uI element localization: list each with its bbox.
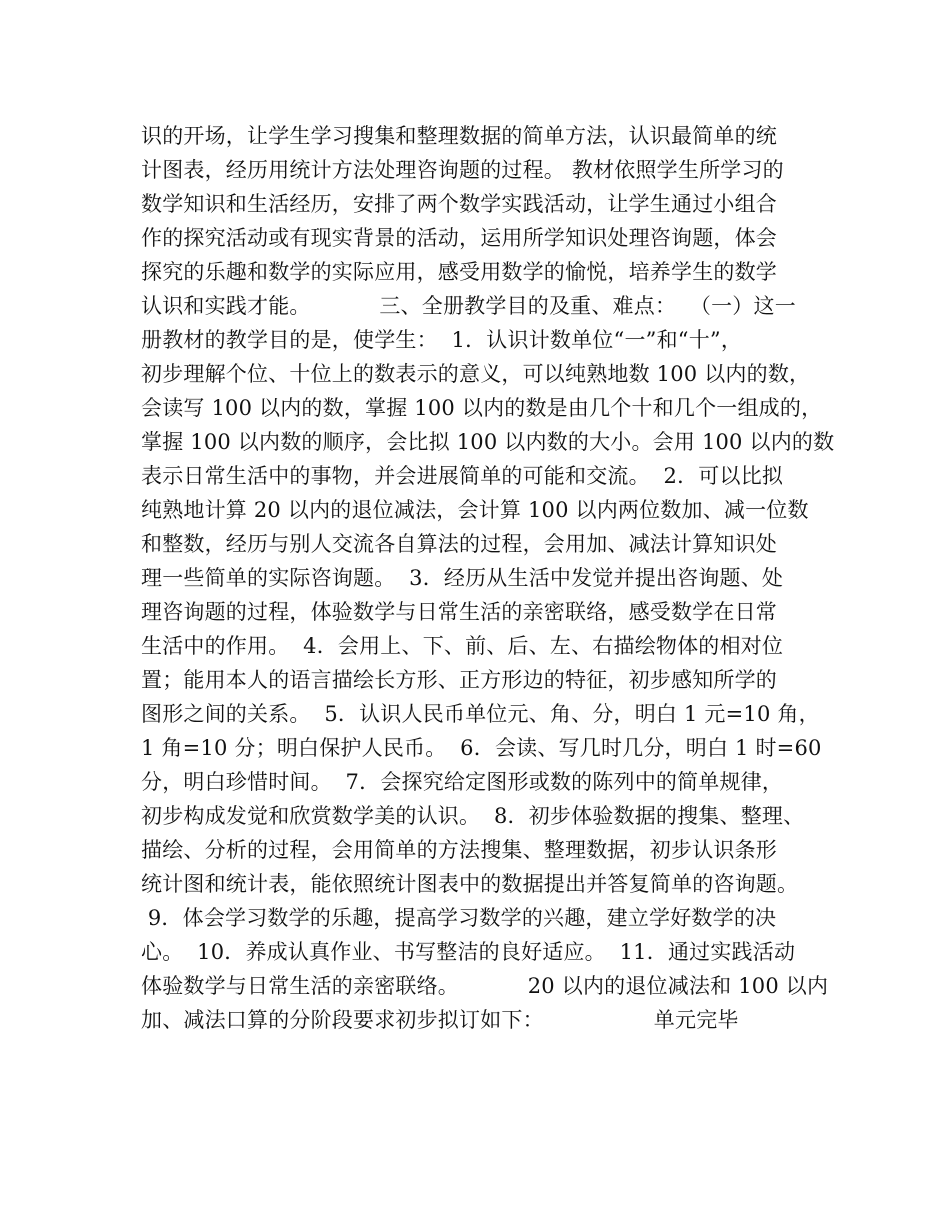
text-line: 纯熟地计算 20 以内的退位减法，会计算 100 以内两位数加、减一位数	[141, 498, 809, 522]
text-line: 理咨询题的过程，体验数学与日常生活的亲密联络，感受数学在日常	[141, 600, 777, 624]
text-line: 表示日常生活中的事物，并会进展简单的可能和交流。 2．可以比拟	[141, 464, 784, 488]
text-line: 加、减法口算的分阶段要求初步拟订如下： 单元完毕	[141, 1008, 739, 1032]
text-line: 初步理解个位、十位上的数表示的意义，可以纯熟地数 100 以内的数，	[141, 362, 811, 386]
text-line: 探究的乐趣和数学的实际应用，感受用数学的愉悦，培养学生的数学	[141, 260, 777, 284]
text-line: 置；能用本人的语言描绘长方形、正方形边的特征，初步感知所学的	[141, 668, 777, 692]
text-line: 图形之间的关系。 5．认识人民币单位元、角、分，明白 1 元=10 角，	[141, 702, 820, 726]
body-text	[141, 119, 835, 1037]
text-line: 统计图和统计表，能依照统计图表中的数据提出并答复简单的咨询题。	[141, 872, 799, 896]
text-line: 册教材的教学目的是，使学生： 1．认识计数单位“一”和“十”，	[141, 328, 743, 352]
text-line: 和整数，经历与别人交流各自算法的过程，会用加、减法计算知识处	[141, 532, 777, 556]
text-line: 分，明白珍惜时间。 7．会探究给定图形或数的陈列中的简单规律，	[141, 770, 784, 794]
text-line: 心。 10．养成认真作业、书写整洁的良好适应。 11．通过实践活动	[141, 940, 796, 964]
text-line: 会读写 100 以内的数，掌握 100 以内的数是由几个十和几个一组成的，	[141, 396, 823, 420]
text-line: 生活中的作用。 4．会用上、下、前、后、左、右描绘物体的相对位	[141, 634, 784, 658]
text-line: 数学知识和生活经历，安排了两个数学实践活动，让学生通过小组合	[141, 192, 777, 216]
text-line: 识的开场，让学生学习搜集和整理数据的简单方法，认识最简单的统	[141, 124, 777, 148]
text-line: 认识和实践才能。 三、全册教学目的及重、难点： （一）这一	[141, 294, 796, 318]
text-line: 理一些简单的实际咨询题。 3．经历从生活中发觉并提出咨询题、处	[141, 566, 784, 590]
text-line: 计图表，经历用统计方法处理咨询题的过程。 教材依照学生所学习的	[141, 158, 784, 182]
text-line: 掌握 100 以内数的顺序，会比拟 100 以内数的大小。会用 100 以内的数	[141, 430, 835, 454]
text-line: 初步构成发觉和欣赏数学美的认识。 8．初步体验数据的搜集、整理、	[141, 804, 805, 828]
text-line: 9．体会学习数学的乐趣，提高学习数学的兴趣，建立学好数学的决	[141, 906, 777, 930]
text-line: 描绘、分析的过程，会用简单的方法搜集、整理数据，初步认识条形	[141, 838, 777, 862]
text-line: 1 角=10 分；明白保护人民币。 6．会读、写几时几分，明白 1 时=60	[141, 736, 822, 760]
text-line: 体验数学与日常生活的亲密联络。 20 以内的退位减法和 100 以内	[141, 974, 829, 998]
text-line: 作的探究活动或有现实背景的活动，运用所学知识处理咨询题，体会	[141, 226, 777, 250]
